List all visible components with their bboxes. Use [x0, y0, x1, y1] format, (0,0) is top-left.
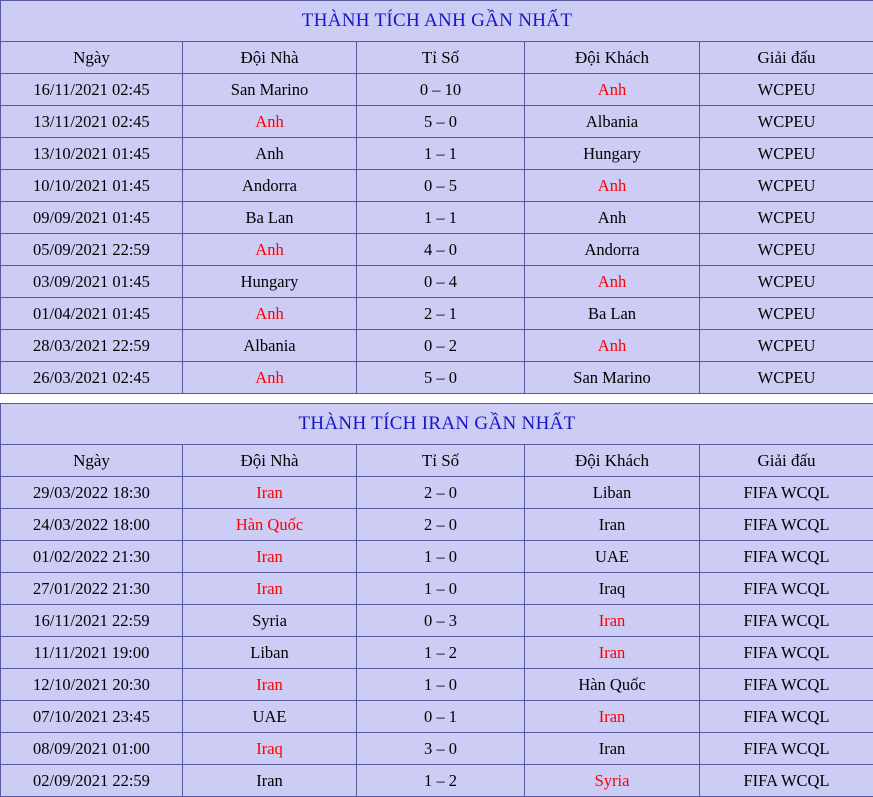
table-row — [1, 509, 873, 541]
cell-score: 5 – 0 — [357, 362, 525, 394]
cell-home-team: Hungary — [183, 266, 357, 298]
cell-home-team: UAE — [183, 701, 357, 733]
cell-away-team: Iran — [525, 509, 700, 541]
cell-away-team: UAE — [525, 541, 700, 573]
cell-home-team: Hàn Quốc — [183, 509, 357, 541]
cell-date: 27/01/2022 21:30 — [1, 573, 183, 605]
cell-score: 0 – 1 — [357, 701, 525, 733]
cell-date: 16/11/2021 02:45 — [1, 74, 183, 106]
cell-home-team: San Marino — [183, 74, 357, 106]
cell-score: 1 – 0 — [357, 669, 525, 701]
cell-date: 24/03/2022 18:00 — [1, 509, 183, 541]
cell-away-team: Syria — [525, 765, 700, 797]
table-row — [1, 298, 873, 330]
england-title-row — [1, 1, 873, 42]
cell-home-team: Anh — [183, 106, 357, 138]
table-row — [1, 765, 873, 797]
cell-score: 2 – 0 — [357, 477, 525, 509]
iran-header-row — [1, 445, 873, 477]
table-row — [1, 477, 873, 509]
cell-date: 05/09/2021 22:59 — [1, 234, 183, 266]
cell-score: 1 – 0 — [357, 541, 525, 573]
table-row — [1, 330, 873, 362]
cell-score: 0 – 3 — [357, 605, 525, 637]
cell-competition: FIFA WCQL — [700, 669, 873, 701]
cell-away-team: Albania — [525, 106, 700, 138]
cell-away-team: Anh — [525, 202, 700, 234]
cell-date: 01/04/2021 01:45 — [1, 298, 183, 330]
column-header-score: Tỉ Số — [357, 42, 525, 74]
cell-home-team: Albania — [183, 330, 357, 362]
iran-table-body — [1, 404, 873, 797]
column-header-away-team: Đội Khách — [525, 445, 700, 477]
cell-competition: WCPEU — [700, 298, 873, 330]
cell-home-team: Iran — [183, 477, 357, 509]
table-row — [1, 701, 873, 733]
cell-date: 03/09/2021 01:45 — [1, 266, 183, 298]
cell-date: 26/03/2021 02:45 — [1, 362, 183, 394]
cell-away-team: Andorra — [525, 234, 700, 266]
table-row — [1, 362, 873, 394]
column-header-competition: Giải đấu — [700, 445, 873, 477]
column-header-away-team: Đội Khách — [525, 42, 700, 74]
cell-date: 13/10/2021 01:45 — [1, 138, 183, 170]
cell-date: 12/10/2021 20:30 — [1, 669, 183, 701]
cell-away-team: Iran — [525, 733, 700, 765]
column-header-home-team: Đội Nhà — [183, 445, 357, 477]
cell-competition: FIFA WCQL — [700, 541, 873, 573]
cell-score: 1 – 1 — [357, 202, 525, 234]
cell-date: 08/09/2021 01:00 — [1, 733, 183, 765]
column-header-competition: Giải đấu — [700, 42, 873, 74]
cell-score: 1 – 1 — [357, 138, 525, 170]
table-row — [1, 170, 873, 202]
cell-competition: WCPEU — [700, 362, 873, 394]
cell-score: 1 – 2 — [357, 637, 525, 669]
cell-date: 16/11/2021 22:59 — [1, 605, 183, 637]
cell-home-team: Anh — [183, 298, 357, 330]
column-header-home-team: Đội Nhà — [183, 42, 357, 74]
table-row — [1, 234, 873, 266]
cell-date: 11/11/2021 19:00 — [1, 637, 183, 669]
column-header-score: Tỉ Số — [357, 445, 525, 477]
iran-table-title: THÀNH TÍCH IRAN GẦN NHẤT — [1, 404, 873, 445]
cell-score: 4 – 0 — [357, 234, 525, 266]
table-row — [1, 573, 873, 605]
cell-away-team: Hungary — [525, 138, 700, 170]
cell-competition: WCPEU — [700, 138, 873, 170]
cell-away-team: San Marino — [525, 362, 700, 394]
cell-date: 13/11/2021 02:45 — [1, 106, 183, 138]
cell-date: 07/10/2021 23:45 — [1, 701, 183, 733]
cell-home-team: Anh — [183, 138, 357, 170]
cell-away-team: Anh — [525, 330, 700, 362]
table-row — [1, 541, 873, 573]
column-header-date: Ngày — [1, 42, 183, 74]
cell-score: 5 – 0 — [357, 106, 525, 138]
table-row — [1, 74, 873, 106]
cell-home-team: Anh — [183, 362, 357, 394]
cell-competition: FIFA WCQL — [700, 701, 873, 733]
cell-competition: WCPEU — [700, 234, 873, 266]
england-table-body — [1, 1, 873, 394]
cell-home-team: Anh — [183, 234, 357, 266]
cell-home-team: Iran — [183, 669, 357, 701]
cell-competition: FIFA WCQL — [700, 637, 873, 669]
cell-away-team: Iran — [525, 637, 700, 669]
cell-score: 1 – 0 — [357, 573, 525, 605]
england-recent-form-table — [0, 0, 873, 394]
cell-date: 01/02/2022 21:30 — [1, 541, 183, 573]
cell-score: 3 – 0 — [357, 733, 525, 765]
cell-date: 28/03/2021 22:59 — [1, 330, 183, 362]
cell-date: 02/09/2021 22:59 — [1, 765, 183, 797]
cell-competition: FIFA WCQL — [700, 605, 873, 637]
cell-date: 29/03/2022 18:30 — [1, 477, 183, 509]
cell-away-team: Iran — [525, 605, 700, 637]
cell-home-team: Ba Lan — [183, 202, 357, 234]
cell-away-team: Hàn Quốc — [525, 669, 700, 701]
cell-away-team: Liban — [525, 477, 700, 509]
cell-competition: WCPEU — [700, 170, 873, 202]
cell-score: 0 – 2 — [357, 330, 525, 362]
cell-score: 0 – 5 — [357, 170, 525, 202]
section-divider — [0, 394, 873, 403]
cell-competition: FIFA WCQL — [700, 509, 873, 541]
cell-home-team: Syria — [183, 605, 357, 637]
cell-away-team: Iraq — [525, 573, 700, 605]
cell-competition: FIFA WCQL — [700, 477, 873, 509]
table-row — [1, 733, 873, 765]
cell-competition: WCPEU — [700, 74, 873, 106]
cell-score: 1 – 2 — [357, 765, 525, 797]
cell-away-team: Anh — [525, 170, 700, 202]
table-row — [1, 138, 873, 170]
cell-score: 2 – 0 — [357, 509, 525, 541]
cell-home-team: Iraq — [183, 733, 357, 765]
cell-away-team: Iran — [525, 701, 700, 733]
cell-away-team: Anh — [525, 74, 700, 106]
iran-title-row — [1, 404, 873, 445]
cell-competition: WCPEU — [700, 330, 873, 362]
cell-home-team: Iran — [183, 541, 357, 573]
cell-away-team: Anh — [525, 266, 700, 298]
cell-competition: FIFA WCQL — [700, 733, 873, 765]
cell-competition: FIFA WCQL — [700, 573, 873, 605]
cell-away-team: Ba Lan — [525, 298, 700, 330]
cell-competition: WCPEU — [700, 266, 873, 298]
table-row — [1, 266, 873, 298]
table-row — [1, 605, 873, 637]
iran-recent-form-table — [0, 403, 873, 797]
table-row — [1, 637, 873, 669]
cell-home-team: Iran — [183, 765, 357, 797]
column-header-date: Ngày — [1, 445, 183, 477]
cell-score: 0 – 10 — [357, 74, 525, 106]
cell-score: 0 – 4 — [357, 266, 525, 298]
cell-score: 2 – 1 — [357, 298, 525, 330]
table-row — [1, 106, 873, 138]
cell-competition: FIFA WCQL — [700, 765, 873, 797]
cell-home-team: Iran — [183, 573, 357, 605]
cell-date: 09/09/2021 01:45 — [1, 202, 183, 234]
cell-home-team: Andorra — [183, 170, 357, 202]
cell-competition: WCPEU — [700, 106, 873, 138]
england-header-row — [1, 42, 873, 74]
england-table-title: THÀNH TÍCH ANH GẦN NHẤT — [1, 1, 873, 42]
table-row — [1, 202, 873, 234]
cell-home-team: Liban — [183, 637, 357, 669]
cell-date: 10/10/2021 01:45 — [1, 170, 183, 202]
table-row — [1, 669, 873, 701]
cell-competition: WCPEU — [700, 202, 873, 234]
